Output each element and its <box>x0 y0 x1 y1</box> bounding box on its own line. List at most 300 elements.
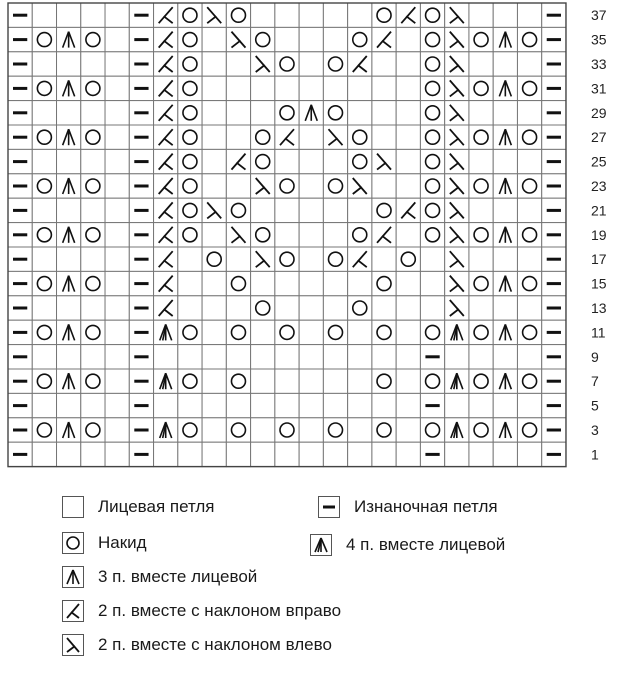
purl-mark <box>542 125 566 149</box>
chart-cell <box>105 27 129 51</box>
chart-cell <box>57 296 81 320</box>
chart-cell <box>32 247 56 271</box>
chart-cell <box>299 369 323 393</box>
chart-cell <box>299 27 323 51</box>
chart-cell <box>299 345 323 369</box>
chart-cell <box>275 442 299 466</box>
chart-cell <box>251 442 275 466</box>
k2tog-left-mark <box>445 198 469 222</box>
chart-cell <box>299 320 323 344</box>
yarn-over-mark <box>348 223 372 247</box>
purl-mark <box>129 198 153 222</box>
chart-cell <box>348 320 372 344</box>
k2tog-left-mark <box>445 174 469 198</box>
k2tog-left-mark <box>445 101 469 125</box>
yarn-over-mark <box>251 223 275 247</box>
yarn-over-mark <box>517 223 541 247</box>
k3tog-mark <box>493 320 517 344</box>
purl-mark <box>8 296 32 320</box>
chart-cell <box>275 345 299 369</box>
chart-cell <box>445 393 469 417</box>
chart-cell <box>517 393 541 417</box>
chart-cell <box>323 27 347 51</box>
yarn-over-mark <box>226 271 250 295</box>
k2tog-left-mark <box>445 52 469 76</box>
chart-cell <box>81 296 105 320</box>
k2tog-left-mark <box>202 3 226 27</box>
chart-cell <box>469 247 493 271</box>
purl-mark <box>129 369 153 393</box>
legend-label-k2tog-left: 2 п. вместе с наклоном влево <box>98 635 332 654</box>
chart-cell <box>178 442 202 466</box>
chart-cell <box>226 125 250 149</box>
yarn-over-mark <box>81 320 105 344</box>
purl-mark <box>542 101 566 125</box>
yarn-over-mark <box>420 223 444 247</box>
yarn-over-mark <box>420 101 444 125</box>
chart-cell <box>251 198 275 222</box>
purl-mark <box>129 442 153 466</box>
chart-cell <box>469 149 493 173</box>
k2tog-left-mark <box>348 174 372 198</box>
yarn-over-mark <box>517 320 541 344</box>
chart-cell <box>81 3 105 27</box>
chart-cell <box>202 369 226 393</box>
purl-mark <box>8 101 32 125</box>
chart-cell <box>226 76 250 100</box>
k3tog-mark <box>493 76 517 100</box>
yarn-over-mark <box>178 3 202 27</box>
chart-cell <box>396 149 420 173</box>
purl-mark <box>8 149 32 173</box>
chart-cell <box>105 296 129 320</box>
row-number: 19 <box>591 226 607 243</box>
chart-cell <box>396 223 420 247</box>
chart-cell <box>396 393 420 417</box>
k3tog-icon <box>62 566 84 588</box>
legend-item-k2tog-left <box>62 634 332 656</box>
yarn-over-mark <box>517 271 541 295</box>
purl-mark <box>420 345 444 369</box>
yarn-over-mark <box>420 125 444 149</box>
chart-cell <box>469 442 493 466</box>
yarn-over-mark <box>396 247 420 271</box>
chart-cell <box>420 271 444 295</box>
chart-cell <box>299 3 323 27</box>
chart-cell <box>493 149 517 173</box>
yarn-over-mark <box>469 271 493 295</box>
k3tog-mark <box>57 27 81 51</box>
chart-cell <box>420 296 444 320</box>
chart-cell <box>396 345 420 369</box>
k2tog-left-mark <box>445 76 469 100</box>
chart-cell <box>493 3 517 27</box>
yarn-over-mark <box>226 369 250 393</box>
k2tog-right-mark <box>154 149 178 173</box>
chart-cell <box>299 393 323 417</box>
chart-cell <box>372 125 396 149</box>
chart-cell <box>57 345 81 369</box>
yarn-over-mark <box>81 223 105 247</box>
chart-cell <box>32 296 56 320</box>
yarn-over-mark <box>32 27 56 51</box>
chart-cell <box>323 369 347 393</box>
chart-cell <box>469 296 493 320</box>
chart-cell <box>178 271 202 295</box>
yarn-over-mark <box>469 223 493 247</box>
yarn-over-mark <box>178 198 202 222</box>
chart-cell <box>372 174 396 198</box>
yarn-over-mark <box>251 27 275 51</box>
chart-cell <box>105 223 129 247</box>
legend-item-purl <box>318 496 498 518</box>
chart-cell <box>445 345 469 369</box>
k3tog-mark <box>57 271 81 295</box>
yarn-over-mark <box>517 27 541 51</box>
k3tog-mark <box>493 125 517 149</box>
yarn-over-mark <box>372 198 396 222</box>
chart-cell <box>396 52 420 76</box>
chart-cell <box>299 223 323 247</box>
yarn-over-mark <box>178 418 202 442</box>
purl-mark <box>542 320 566 344</box>
chart-cell <box>396 442 420 466</box>
yarn-over-mark <box>469 125 493 149</box>
legend-label-k3tog: 3 п. вместе лицевой <box>98 567 258 586</box>
chart-cell <box>105 320 129 344</box>
chart-cell <box>469 101 493 125</box>
chart-cell <box>372 101 396 125</box>
yarn-over-mark <box>348 296 372 320</box>
chart-cell <box>105 247 129 271</box>
chart-cell <box>517 52 541 76</box>
chart-cell <box>275 76 299 100</box>
chart-cell <box>105 418 129 442</box>
chart-cell <box>517 345 541 369</box>
yarn-over-mark <box>469 369 493 393</box>
chart-cell <box>251 271 275 295</box>
row-number: 11 <box>591 324 606 341</box>
yarn-over-mark <box>348 27 372 51</box>
yarn-over-mark <box>251 296 275 320</box>
row-number: 31 <box>591 80 607 97</box>
yarn-over-mark <box>275 101 299 125</box>
purl-mark <box>8 393 32 417</box>
k3tog-mark <box>493 369 517 393</box>
legend-item-k4tog <box>310 534 505 556</box>
yarn-over-mark <box>323 320 347 344</box>
chart-cell <box>202 418 226 442</box>
row-number: 37 <box>591 7 607 24</box>
k2tog-left-mark <box>445 149 469 173</box>
chart-cell <box>202 223 226 247</box>
k2tog-right-mark <box>154 101 178 125</box>
chart-cell <box>251 369 275 393</box>
k2tog-right-mark <box>154 27 178 51</box>
chart-cell <box>251 418 275 442</box>
row-number: 3 <box>591 422 599 438</box>
k2tog-left-mark <box>251 174 275 198</box>
chart-cell <box>517 3 541 27</box>
chart-cell <box>348 198 372 222</box>
chart-cell <box>32 149 56 173</box>
k2tog-left-mark <box>226 223 250 247</box>
k2tog-left-mark <box>445 27 469 51</box>
chart-cell <box>32 101 56 125</box>
yarn-over-mark <box>323 101 347 125</box>
chart-cell <box>251 101 275 125</box>
chart-cell <box>202 345 226 369</box>
chart-cell <box>226 393 250 417</box>
chart-cell <box>396 125 420 149</box>
yarn-over-mark <box>420 418 444 442</box>
chart-cell <box>226 101 250 125</box>
chart-cell <box>323 296 347 320</box>
chart-cell <box>251 345 275 369</box>
chart-cell <box>154 442 178 466</box>
k2tog-left-mark <box>445 223 469 247</box>
chart-cell <box>105 149 129 173</box>
chart-cell <box>178 345 202 369</box>
chart-cell <box>81 393 105 417</box>
chart-cell <box>81 101 105 125</box>
yarn-over-mark <box>178 125 202 149</box>
chart-cell <box>299 125 323 149</box>
yarn-over-icon <box>62 532 84 554</box>
k4tog-mark <box>445 369 469 393</box>
k2tog-left-mark <box>445 247 469 271</box>
chart-cell <box>105 393 129 417</box>
chart-cell <box>32 345 56 369</box>
chart-cell <box>226 52 250 76</box>
yarn-over-mark <box>81 76 105 100</box>
yarn-over-mark <box>420 198 444 222</box>
knit-icon <box>62 496 84 518</box>
k2tog-right-mark <box>154 52 178 76</box>
chart-cell <box>348 3 372 27</box>
purl-mark <box>542 52 566 76</box>
purl-mark <box>8 418 32 442</box>
yarn-over-mark <box>517 76 541 100</box>
chart-cell <box>81 149 105 173</box>
row-number: 21 <box>591 202 607 219</box>
yarn-over-mark <box>469 27 493 51</box>
purl-mark <box>8 223 32 247</box>
chart-cell <box>348 101 372 125</box>
chart-cell <box>517 247 541 271</box>
yarn-over-mark <box>517 125 541 149</box>
k2tog-left-mark <box>251 247 275 271</box>
purl-mark <box>8 320 32 344</box>
chart-cell <box>81 198 105 222</box>
yarn-over-mark <box>226 3 250 27</box>
yarn-over-mark <box>81 125 105 149</box>
yarn-over-mark <box>275 247 299 271</box>
purl-mark <box>129 125 153 149</box>
purl-mark <box>129 52 153 76</box>
chart-cell <box>323 76 347 100</box>
chart-cell <box>299 442 323 466</box>
chart-cell <box>299 247 323 271</box>
chart-cell <box>469 345 493 369</box>
k2tog-right-mark <box>396 3 420 27</box>
chart-cell <box>372 296 396 320</box>
chart-cell <box>323 345 347 369</box>
yarn-over-mark <box>469 174 493 198</box>
legend-item-knit <box>62 496 215 518</box>
yarn-over-mark <box>81 174 105 198</box>
chart-cell <box>154 345 178 369</box>
purl-mark <box>8 247 32 271</box>
k4tog-mark <box>154 418 178 442</box>
chart-cell <box>202 76 226 100</box>
chart-cell <box>202 442 226 466</box>
k2tog-right-mark <box>348 52 372 76</box>
yarn-over-mark <box>323 52 347 76</box>
row-number: 1 <box>591 446 599 463</box>
chart-cell <box>517 198 541 222</box>
chart-cell <box>396 418 420 442</box>
chart-cell <box>105 3 129 27</box>
k2tog-right-mark <box>372 223 396 247</box>
k3tog-mark <box>57 125 81 149</box>
chart-cell <box>517 149 541 173</box>
purl-mark <box>129 418 153 442</box>
purl-mark <box>542 442 566 466</box>
row-number: 7 <box>591 373 599 390</box>
chart-cell <box>32 393 56 417</box>
purl-mark <box>542 76 566 100</box>
chart-cell <box>105 369 129 393</box>
chart-cell <box>251 320 275 344</box>
yarn-over-mark <box>469 320 493 344</box>
chart-cell <box>275 271 299 295</box>
k2tog-right-mark <box>154 247 178 271</box>
yarn-over-mark <box>469 76 493 100</box>
yarn-over-mark <box>420 320 444 344</box>
chart-cell <box>226 442 250 466</box>
purl-mark <box>129 149 153 173</box>
purl-mark <box>542 149 566 173</box>
purl-mark <box>542 223 566 247</box>
chart-cell <box>299 174 323 198</box>
purl-mark <box>420 393 444 417</box>
chart-cell <box>275 296 299 320</box>
row-number: 29 <box>591 104 607 121</box>
k3tog-mark <box>57 223 81 247</box>
chart-cell <box>372 393 396 417</box>
purl-mark <box>129 27 153 51</box>
yarn-over-mark <box>178 27 202 51</box>
k2tog-right-mark <box>154 198 178 222</box>
yarn-over-mark <box>420 369 444 393</box>
row-number: 33 <box>591 56 607 72</box>
chart-cell <box>348 76 372 100</box>
k2tog-right-mark <box>348 247 372 271</box>
purl-mark <box>8 174 32 198</box>
chart-cell <box>299 418 323 442</box>
yarn-over-mark <box>178 52 202 76</box>
k3tog-mark <box>299 101 323 125</box>
k2tog-left-mark <box>226 27 250 51</box>
chart-cell <box>517 442 541 466</box>
legend-label-k2tog-right: 2 п. вместе с наклоном вправо <box>98 601 342 620</box>
row-number: 23 <box>591 178 607 194</box>
chart-cell <box>396 76 420 100</box>
yarn-over-mark <box>226 198 250 222</box>
purl-mark <box>542 345 566 369</box>
row-number: 27 <box>591 129 607 146</box>
k3tog-mark <box>57 174 81 198</box>
yarn-over-mark <box>323 174 347 198</box>
chart-cell <box>469 3 493 27</box>
chart-cell <box>57 198 81 222</box>
chart-cell <box>105 101 129 125</box>
chart-cell <box>202 52 226 76</box>
yarn-over-mark <box>178 320 202 344</box>
purl-mark <box>129 247 153 271</box>
k2tog-left-mark <box>372 149 396 173</box>
yarn-over-mark <box>32 76 56 100</box>
purl-mark <box>129 296 153 320</box>
k2tog-left-mark <box>445 296 469 320</box>
purl-mark <box>420 442 444 466</box>
k2tog-right-mark <box>154 271 178 295</box>
yarn-over-mark <box>517 369 541 393</box>
yarn-over-mark <box>81 27 105 51</box>
chart-cell <box>493 52 517 76</box>
chart-cell <box>396 174 420 198</box>
yarn-over-mark <box>323 247 347 271</box>
purl-mark <box>8 369 32 393</box>
chart-cell <box>323 149 347 173</box>
chart-cell <box>57 247 81 271</box>
chart-cell <box>396 320 420 344</box>
k2tog-right-mark <box>154 223 178 247</box>
chart-cell <box>202 393 226 417</box>
k3tog-mark <box>57 418 81 442</box>
chart-cell <box>348 369 372 393</box>
purl-mark <box>129 345 153 369</box>
chart-cell <box>105 174 129 198</box>
chart-cell <box>323 3 347 27</box>
k3tog-mark <box>493 27 517 51</box>
yarn-over-mark <box>323 418 347 442</box>
chart-cell <box>57 149 81 173</box>
yarn-over-mark <box>81 271 105 295</box>
purl-mark <box>129 271 153 295</box>
purl-mark <box>129 3 153 27</box>
k2tog-right-mark <box>154 3 178 27</box>
purl-mark <box>8 125 32 149</box>
chart-cell <box>32 442 56 466</box>
chart-cell <box>493 442 517 466</box>
yarn-over-mark <box>251 149 275 173</box>
chart-cell <box>275 393 299 417</box>
chart-cell <box>202 27 226 51</box>
k4tog-icon <box>310 534 332 556</box>
chart-cell <box>493 101 517 125</box>
chart-cell <box>32 3 56 27</box>
chart-cell <box>299 149 323 173</box>
k2tog-right-mark <box>396 198 420 222</box>
chart-cell <box>396 27 420 51</box>
chart-cell <box>348 271 372 295</box>
yarn-over-mark <box>372 418 396 442</box>
chart-cell <box>372 76 396 100</box>
yarn-over-mark <box>372 271 396 295</box>
purl-mark <box>8 345 32 369</box>
